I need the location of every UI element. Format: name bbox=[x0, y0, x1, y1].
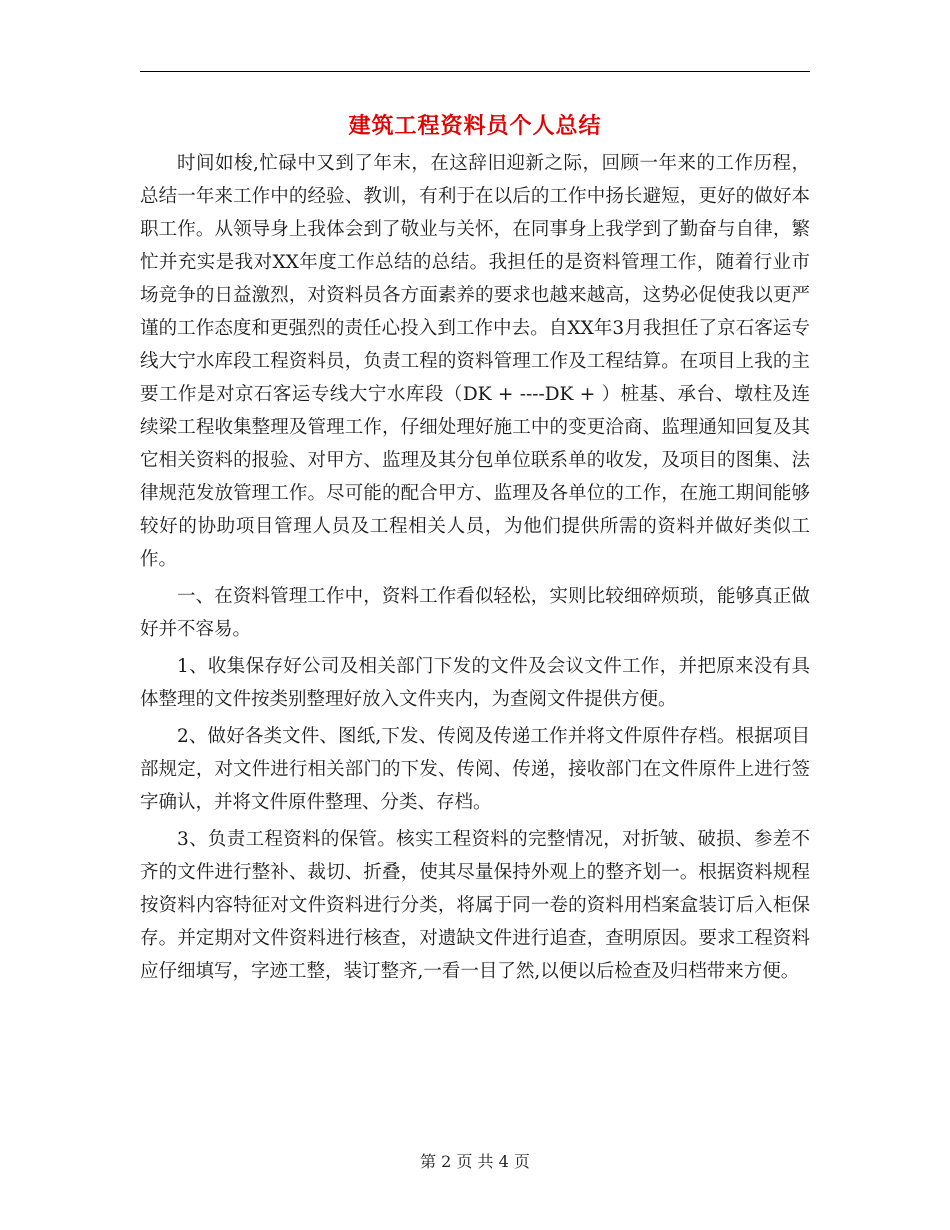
paragraph-intro: 时间如梭,忙碌中又到了年末，在这辞旧迎新之际，回顾一年来的工作历程，总结一年来工作中的经验、教训，有利于在以后的工作中扬长避短，更好的做好本职工作。从领导身上我体会到了敬业与关怀，在同事身上我学到了勤奋与自律，繁忙并充实是我对XX年度工作总结的总结。我担任的是资料管理工作，随着行业市场竞争的日益激烈，对资料员各方面素养的要求也越来越高，这势必促使我以更严谨的工作态度和更强烈的责任心投入到工作中去。自XX年3月我担任了京石客运专线大宁水库段工程资料员，负责工程的资料管理工作及工程结算。在项目上我的主要工作是对京石客运专线大宁水库段（DK + ----DK + ）桩基、承台、墩柱及连续梁工程收集整理及管理工作，仔细处理好施工中的变更洽商、监理通知回复及其它相关资料的报验、对甲方、监理及其分包单位联系单的收发，及项目的图集、法律规范发放管理工作。尽可能的配合甲方、监理及各单位的工作，在施工期间能够较好的协助项目管理人员及工程相关人员，为他们提供所需的资料并做好类似工作。 bbox=[140, 153, 810, 570]
header-rule bbox=[140, 71, 810, 72]
paragraph-section-one: 一、在资料管理工作中，资料工作看似轻松，实则比较细碎烦琐，能够真正做好并不容易。 bbox=[140, 586, 810, 640]
paragraph-item-1: 1、收集保存好公司及相关部门下发的文件及会议文件工作，并把原来没有具体整理的文件按类别整理好放入文件夹内，为查阅文件提供方便。 bbox=[140, 656, 810, 710]
paragraph-item-3: 3、负责工程资料的保管。核实工程资料的完整情况，对折皱、破损、参差不齐的文件进行整补、裁切、折叠，使其尽量保持外观上的整齐划一。根据资料规程按资料内容特征对文件资料进行分类，将属于同一卷的资料用档案盒装订后入柜保存。并定期对文件资料进行核查，对遗缺文件进行追查，查明原因。要求工程资料应仔细填写，字迹工整，装订整齐,一看一目了然,以便以后检查及归档带来方便。 bbox=[140, 829, 810, 982]
document-body bbox=[140, 147, 810, 988]
page-number: 第 2 页 共 4 页 bbox=[420, 1152, 530, 1171]
paragraph-item-2: 2、做好各类文件、图纸,下发、传阅及传递工作并将文件原件存档。根据项目部规定，对文件进行相关部门的下发、传阅、传递，接收部门在文件原件上进行签字确认，并将文件原件整理、分类、存档。 bbox=[140, 726, 810, 813]
document-title: 建筑工程资料员个人总结 bbox=[348, 113, 602, 139]
